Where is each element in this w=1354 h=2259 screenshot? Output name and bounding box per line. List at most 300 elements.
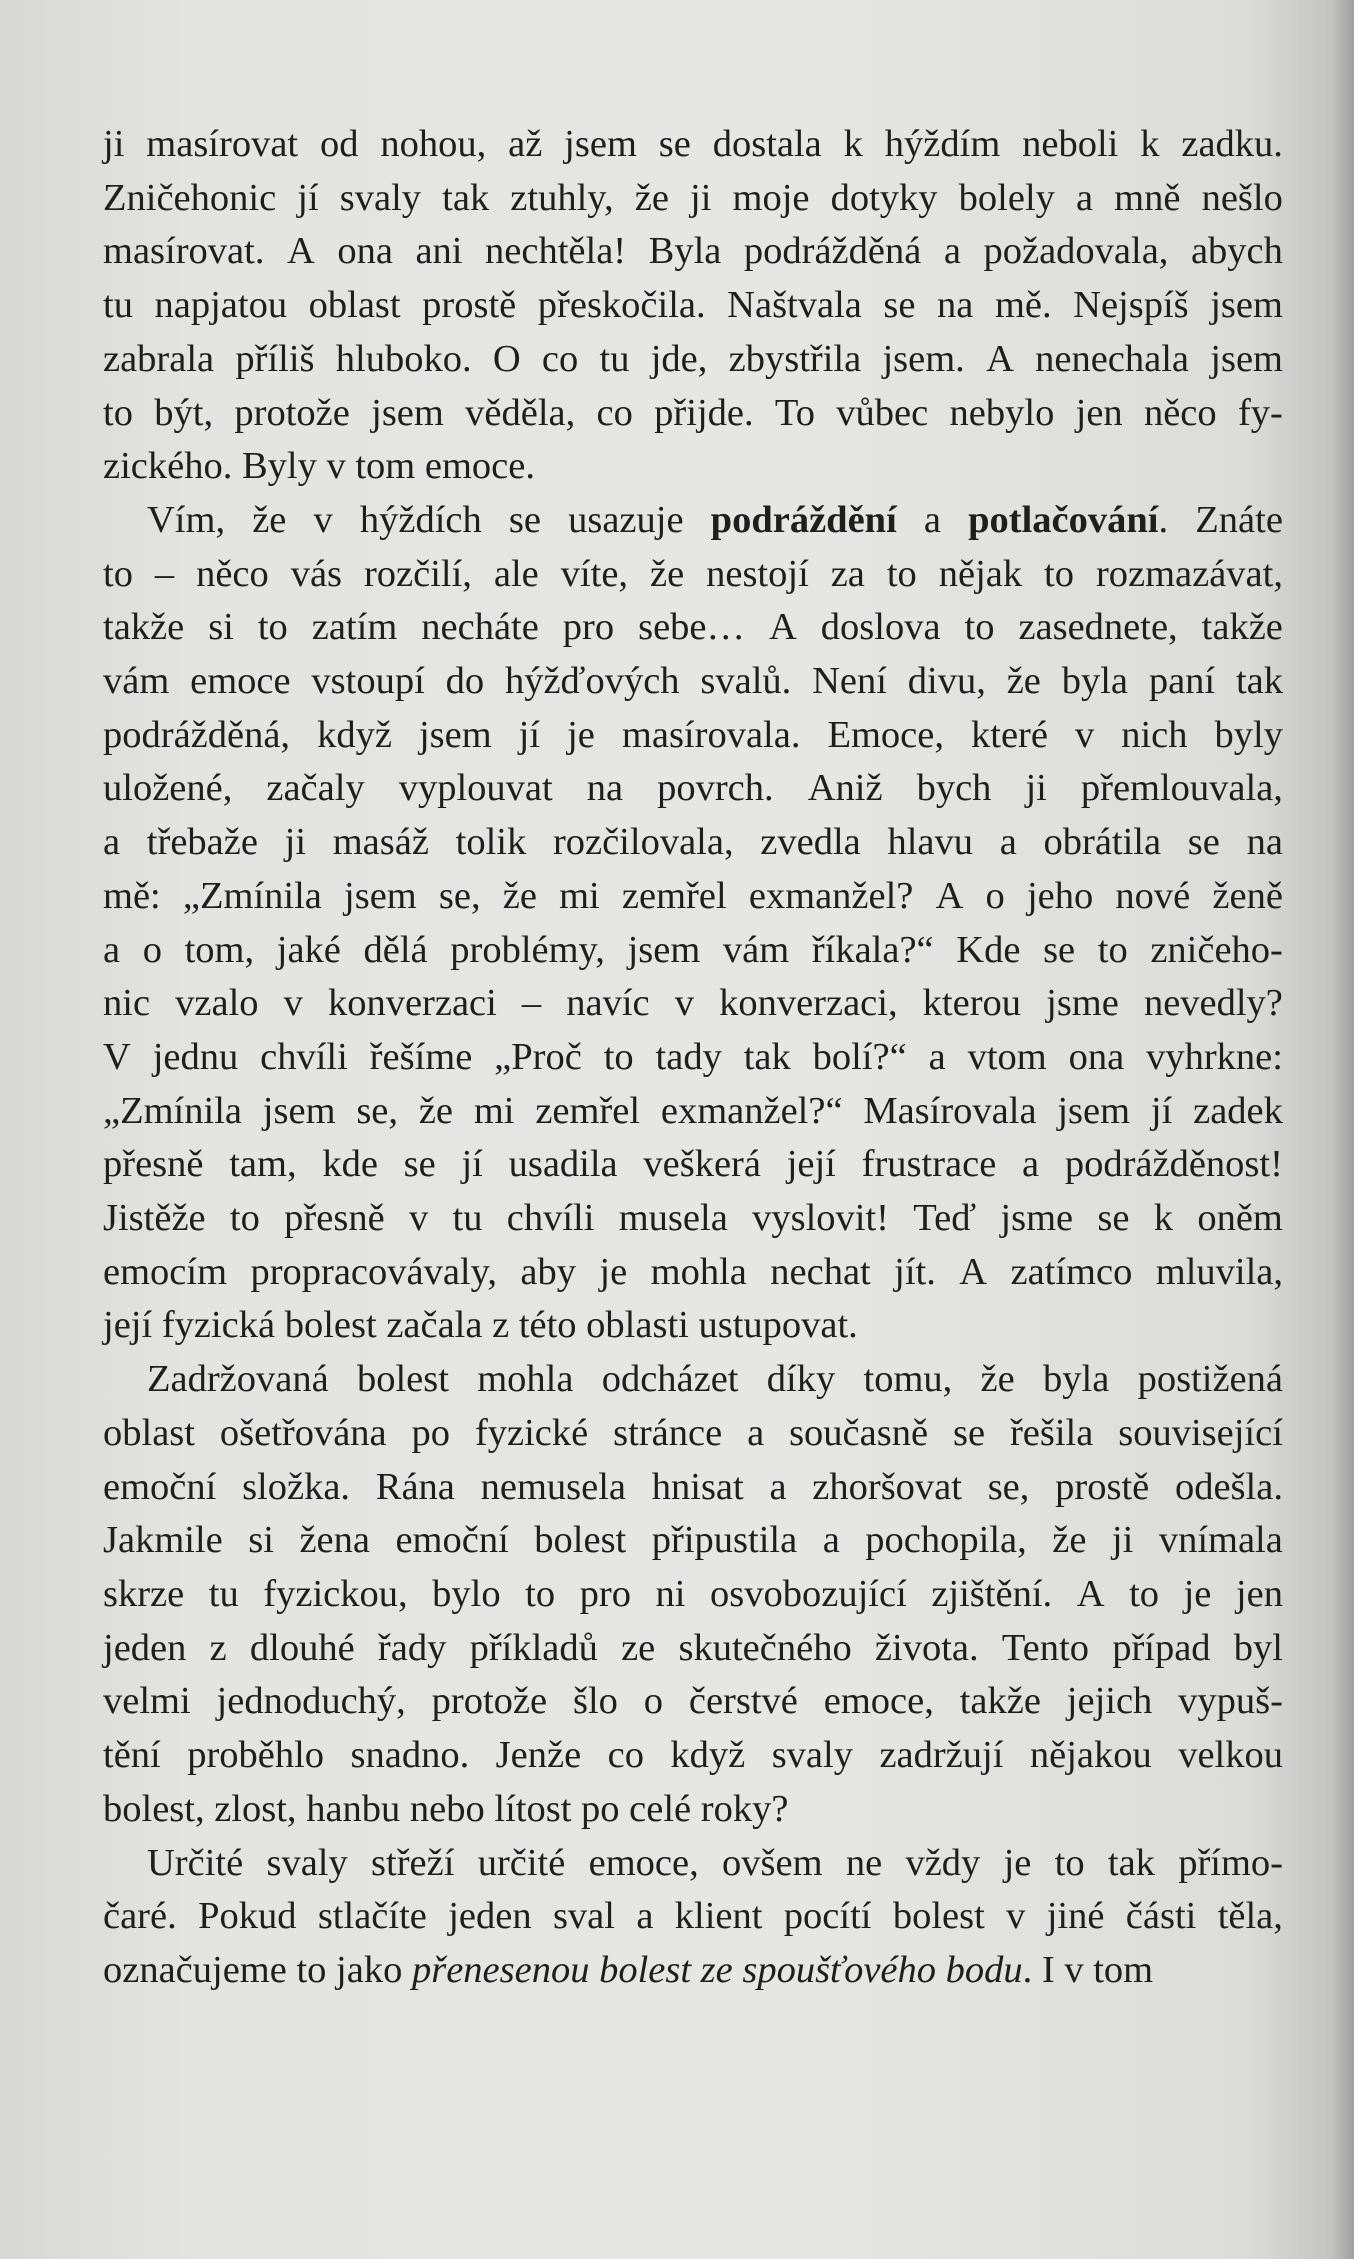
word: Pokud (198, 1895, 297, 1938)
word: ošetřována (219, 1411, 387, 1454)
word: byla (1061, 660, 1128, 703)
word: zadku. (1181, 123, 1283, 165)
word: fy- (1237, 391, 1283, 434)
word: příkladů (469, 1626, 598, 1669)
word: jejich (1066, 1680, 1153, 1723)
word: podrážděnost! (1064, 1143, 1283, 1186)
text-line (103, 1837, 1283, 1891)
word: mohla (477, 1358, 574, 1401)
paragraph (103, 494, 1283, 1353)
word: zemřel (621, 874, 727, 917)
word: ona (1068, 1035, 1125, 1078)
word: bolest (356, 1358, 449, 1401)
text-line (103, 1944, 1283, 1998)
word: jsem (564, 123, 637, 165)
word: něco (196, 552, 269, 595)
word: těla, (1217, 1895, 1283, 1938)
word: přenesenou (411, 1948, 590, 1991)
word: přímo- (1178, 1841, 1283, 1884)
word: neboli (1022, 123, 1119, 165)
text-line (103, 762, 1283, 816)
word: hanbu (306, 1787, 401, 1830)
word: nenechala (1035, 337, 1190, 380)
word: povrch. (657, 767, 774, 810)
word: byla (1043, 1358, 1110, 1401)
word: tu (452, 1197, 483, 1240)
word: že (1052, 1519, 1087, 1562)
word: si (248, 1519, 274, 1562)
word: problémy, (450, 928, 605, 971)
text-line (103, 1729, 1283, 1783)
word: Teď (913, 1197, 977, 1240)
word: složka. (242, 1465, 351, 1508)
word: Znáte (1195, 498, 1283, 541)
word: z (209, 1626, 227, 1669)
word: prostě (422, 284, 517, 327)
word: jen (1075, 391, 1123, 434)
word: k (1140, 123, 1160, 165)
word: se (1043, 928, 1076, 971)
word: jaké (276, 928, 341, 971)
word: vyplouvat (398, 767, 553, 810)
text-line (103, 655, 1283, 709)
word: ani (415, 230, 463, 273)
word: že (980, 1358, 1015, 1401)
word: to (886, 552, 917, 595)
text-line (103, 1568, 1283, 1622)
word: konverzaci (327, 982, 497, 1025)
word: se (883, 284, 916, 327)
word: emoce. (424, 445, 535, 488)
word: o (985, 874, 1005, 917)
word: I (1041, 1948, 1055, 1991)
word: se, (987, 1465, 1030, 1508)
word: něco (1143, 391, 1217, 434)
word: se, (356, 1089, 399, 1132)
word: chvíli (260, 1035, 348, 1078)
word: mě: (103, 874, 161, 917)
word: že (252, 498, 287, 541)
text-line (103, 118, 1283, 172)
word: „Proč (494, 1035, 582, 1078)
word: oblast (103, 1411, 195, 1454)
text-line (103, 977, 1283, 1031)
word: pochopila, (865, 1519, 1027, 1562)
word: navíc (566, 982, 650, 1025)
word: abych (1190, 230, 1283, 273)
word: ze (700, 1948, 733, 1991)
word: byl (1233, 1626, 1283, 1669)
word: skutečného (678, 1626, 852, 1669)
word: jsme (1046, 982, 1119, 1025)
word: Tento (1001, 1626, 1089, 1669)
word: jí (297, 176, 319, 219)
word: masírovala. (621, 713, 801, 756)
text-line (103, 1085, 1283, 1139)
word: Emoce, (827, 713, 944, 756)
word: a (103, 821, 121, 864)
word: ustupovat. (698, 1304, 858, 1347)
word: velmi (103, 1680, 191, 1723)
word: dlouhé (249, 1626, 355, 1669)
word: bolest, (103, 1787, 205, 1830)
word: vás (290, 552, 343, 595)
word: to (257, 606, 288, 649)
word: víte, (560, 552, 629, 595)
word: jako (336, 1948, 403, 1991)
paragraph (103, 1353, 1283, 1836)
word: mluvila, (1155, 1250, 1283, 1293)
word: emoce (190, 660, 291, 703)
word: exmanžel? (748, 874, 914, 917)
word: jsem (1210, 284, 1283, 327)
word: lítost (494, 1787, 572, 1830)
word: nové (1115, 874, 1191, 917)
word: Byly (241, 445, 317, 488)
word: rozmazávat, (1095, 552, 1283, 595)
word: svaly (339, 176, 422, 219)
word: zlost, (214, 1787, 297, 1830)
word: se (1097, 1197, 1130, 1240)
word: A (286, 230, 315, 273)
word: zbystřila (728, 337, 862, 380)
word: Nejspíš (1073, 284, 1189, 327)
word: v (326, 445, 346, 488)
word: tak (442, 176, 490, 219)
word: svaly (266, 1841, 348, 1884)
word: fyzické (474, 1411, 589, 1454)
word: že (649, 552, 685, 595)
word: rozčilí, (363, 552, 472, 595)
word: bolest (892, 1895, 985, 1938)
word: obrátila (1043, 821, 1162, 864)
word: tu (103, 284, 133, 327)
word: nebylo (949, 391, 1055, 434)
word: čaré. (103, 1895, 177, 1938)
word: této (518, 1304, 577, 1347)
word: mně (1114, 176, 1181, 219)
word: se (952, 1411, 986, 1454)
word: A (768, 606, 797, 649)
word: a (636, 1895, 654, 1938)
word: v (313, 498, 333, 541)
word: odešla. (1174, 1465, 1283, 1508)
word: se (508, 498, 541, 541)
word: zvedla (760, 821, 861, 864)
word: sval (552, 1895, 615, 1938)
word: je (1183, 1572, 1212, 1615)
word: zatímco (1010, 1250, 1133, 1293)
word: jsem (627, 928, 701, 971)
word: nestojí (706, 552, 809, 595)
text-line (103, 601, 1283, 655)
word: A (959, 1250, 988, 1293)
word: nich (1121, 713, 1188, 756)
word: konverzaci, (719, 982, 898, 1025)
word: podráždění (710, 498, 897, 541)
word: osvobozující (710, 1572, 907, 1615)
text-line (103, 1890, 1283, 1944)
word: takže (959, 1680, 1041, 1723)
word: jí (518, 713, 541, 756)
word: to (229, 1197, 260, 1240)
word: vyslovit! (752, 1197, 889, 1240)
word: bolest (284, 1304, 377, 1347)
word: tění (103, 1734, 161, 1777)
word: určité (477, 1841, 566, 1884)
word: nohou, (380, 123, 487, 165)
word: bolest (599, 1948, 692, 1991)
text-line (103, 387, 1283, 441)
word: tom (355, 445, 416, 488)
word: bych (916, 767, 992, 810)
text-line (103, 1353, 1283, 1407)
text-line (103, 548, 1283, 602)
word: a (747, 1411, 765, 1454)
word: hýždím (884, 123, 1001, 165)
word: a (928, 1035, 946, 1078)
word: roky? (700, 1787, 789, 1830)
word: V (103, 1035, 131, 1078)
word: v (674, 982, 694, 1025)
word: v (283, 982, 303, 1025)
word: přesně (284, 1197, 385, 1240)
word: věděla, (465, 391, 576, 434)
word: rozčilovala, (552, 821, 734, 864)
word: a (822, 1519, 840, 1562)
text-line (103, 1461, 1283, 1515)
word: hluboko. (335, 337, 472, 380)
word: začala (386, 1304, 483, 1347)
word: na (937, 284, 974, 327)
word: pocítí (783, 1895, 872, 1938)
word: to (1044, 552, 1074, 595)
word: tu (208, 1572, 239, 1615)
word: postižená (1137, 1358, 1283, 1401)
word: přeskočila. (537, 284, 706, 327)
word: hýžďových (504, 660, 680, 703)
word: nemusela (480, 1465, 627, 1508)
word: je (599, 1250, 628, 1293)
word: fyzická (161, 1304, 276, 1347)
word: to (1054, 1841, 1085, 1884)
word: ji (1111, 1519, 1134, 1562)
text-line (103, 1138, 1283, 1192)
word: jeden (448, 1895, 532, 1938)
word: to (103, 552, 133, 595)
word: takže (103, 606, 185, 649)
word: ztuhly, (510, 176, 614, 219)
word: jsem (1210, 337, 1283, 380)
word: paní (1148, 660, 1216, 703)
word: a (923, 498, 941, 541)
word: když (317, 713, 392, 756)
word: jeho (1026, 874, 1094, 917)
text-line (103, 870, 1283, 924)
word: je (1003, 1841, 1032, 1884)
word: tak (743, 1035, 791, 1078)
word: zjištění. (931, 1572, 1053, 1615)
text-line (103, 225, 1283, 279)
word: to (1129, 1572, 1160, 1615)
word: zatím (311, 606, 398, 649)
text-line (103, 333, 1283, 387)
word: chvíli (506, 1197, 595, 1240)
word: nešlo (1201, 176, 1283, 219)
word: usadila (508, 1143, 618, 1186)
word: tak (1235, 660, 1283, 703)
word: případ (1112, 1626, 1211, 1669)
word: veškerá (643, 1143, 761, 1186)
word: žena (299, 1519, 370, 1562)
word: tady (655, 1035, 722, 1078)
word: zadržují (879, 1734, 1004, 1777)
word: jí (1150, 1089, 1173, 1132)
word: její (786, 1143, 836, 1186)
word: ji (1025, 767, 1047, 810)
word: jí (461, 1143, 483, 1186)
text-line (103, 279, 1283, 333)
word: ze (621, 1626, 656, 1669)
word: svalů. (700, 660, 792, 703)
word: dělá (363, 928, 428, 971)
word: spoušťového (742, 1948, 937, 1991)
word: masírovat. (103, 230, 265, 273)
word: a (999, 821, 1017, 864)
word: Jistěže (103, 1197, 206, 1240)
word: Není (812, 660, 887, 703)
word: Určité (147, 1841, 244, 1884)
word: oněm (1197, 1197, 1283, 1240)
word: přesně (103, 1143, 204, 1186)
body-text (103, 118, 1283, 1998)
word: jednoduchý, (216, 1680, 406, 1723)
word: nic (103, 982, 151, 1025)
word: jen (1235, 1572, 1283, 1615)
word: co (541, 337, 579, 380)
word: příliš (235, 337, 315, 380)
word: jsem (344, 874, 417, 917)
word: skrze (103, 1572, 185, 1615)
word: bolí?“ (812, 1035, 907, 1078)
word: jsem (262, 1089, 336, 1132)
word: od (319, 123, 359, 165)
word: stránce (613, 1411, 723, 1454)
word: si (208, 606, 234, 649)
word: A (986, 337, 1014, 380)
word: takže (1201, 606, 1283, 649)
word: a (769, 1465, 787, 1508)
word: to (296, 1948, 327, 1991)
word: divu, (907, 660, 986, 703)
word: ženě (1212, 874, 1283, 917)
word: tom, (184, 928, 255, 971)
word: dotyky (830, 176, 938, 219)
word: k (843, 123, 863, 165)
word: vůbec (836, 391, 929, 434)
word: hnisat (651, 1465, 744, 1508)
word: v (1074, 713, 1095, 756)
text-line (103, 709, 1283, 763)
word: vzalo (175, 982, 259, 1025)
word: snadno. (350, 1734, 470, 1777)
word: v (1006, 1895, 1026, 1938)
word: až (508, 123, 543, 165)
paragraph (103, 118, 1283, 494)
word: řešila (1009, 1411, 1094, 1454)
word: a (1075, 176, 1094, 219)
word: tomu, (863, 1358, 953, 1401)
word: emoce, (823, 1680, 934, 1723)
word: hlavu (887, 821, 973, 864)
text-line (103, 1246, 1283, 1300)
word: stlačíte (317, 1895, 427, 1938)
word: tolik (455, 821, 527, 864)
word: A (935, 874, 964, 917)
word: To (774, 391, 815, 434)
word: bylo (432, 1572, 501, 1615)
word: a (943, 230, 961, 273)
word: Byla (648, 230, 722, 273)
word: že (502, 874, 537, 917)
word: říkala?“ (811, 928, 934, 971)
word: ne (845, 1841, 883, 1884)
text-line (103, 816, 1283, 870)
word: jednu (152, 1035, 239, 1078)
text-line (103, 1299, 1283, 1353)
word: potlačování. (968, 498, 1169, 541)
word: co (607, 1734, 644, 1777)
word: tam, (229, 1143, 297, 1186)
word: přijde. (654, 391, 754, 434)
word: protože (431, 1680, 548, 1723)
word: oblasti (586, 1304, 689, 1347)
word: související (1118, 1411, 1283, 1454)
word: bolely (958, 176, 1055, 219)
word: zadek (1193, 1089, 1283, 1132)
word: ona (337, 230, 393, 273)
word: po (411, 1411, 451, 1454)
word: vždy (905, 1841, 981, 1884)
word: emoční (395, 1519, 509, 1562)
word: že (634, 176, 669, 219)
word: Aniž (807, 767, 883, 810)
word: napjatou (154, 284, 288, 327)
word: se (658, 123, 691, 165)
word: dostala (712, 123, 822, 165)
word: z (492, 1304, 510, 1347)
word: nebo (409, 1787, 485, 1830)
word: klient (674, 1895, 763, 1938)
word: čerstvé (688, 1680, 798, 1723)
word: jsem. (882, 337, 965, 380)
word: na (586, 767, 624, 810)
word: ovšem (722, 1841, 823, 1884)
word: „Zmínila (182, 874, 322, 917)
word: její (103, 1304, 153, 1347)
word: to (525, 1572, 556, 1615)
word: jsme (1000, 1197, 1074, 1240)
word: zničeho- (1150, 928, 1283, 971)
word: jiné (1046, 1895, 1105, 1938)
word: v (1064, 1948, 1084, 1991)
word: uložené, (103, 767, 233, 810)
word: řady (377, 1626, 447, 1669)
word: že (1006, 660, 1041, 703)
word: Zadržovaná (147, 1358, 329, 1401)
word: že (418, 1089, 454, 1132)
word: do (445, 660, 485, 703)
